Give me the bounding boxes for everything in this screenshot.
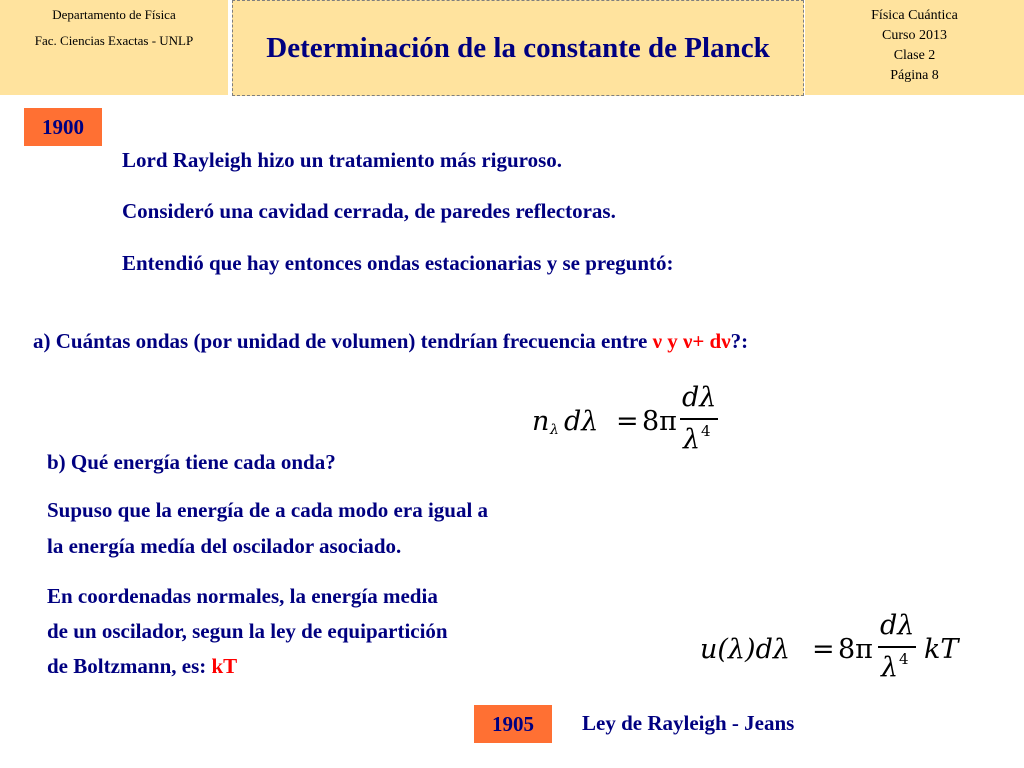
coord-line-1: En coordenadas normales, la energía media — [47, 584, 438, 608]
eq1-coefficient: 8π — [642, 406, 677, 437]
text-line-1: Lord Rayleigh hizo un tratamiento más riguroso. — [122, 148, 563, 172]
assumption-line-2: la energía medía del oscilador asociado. — [47, 534, 402, 558]
eq1-exponent: 4 — [701, 422, 711, 440]
eq2-lhs: u(λ)dλ — [700, 634, 790, 665]
equation-mode-density — [532, 380, 732, 465]
header-left — [0, 0, 228, 95]
question-a — [33, 329, 748, 354]
eq1-n: n — [532, 406, 550, 437]
slide-title: Determinación de la constante de Planck — [266, 31, 770, 64]
page-label: Página 8 — [890, 68, 939, 83]
eq1-fraction-bar — [680, 418, 718, 420]
year-label: Curso 2013 — [882, 28, 947, 43]
eq1-equals: = — [616, 406, 639, 437]
class-label: Clase 2 — [893, 48, 936, 63]
eq2-fraction-bar — [878, 646, 916, 648]
question-a-highlight: ν y ν+ dν — [652, 329, 731, 353]
eq1-denominator: λ — [683, 424, 701, 455]
year-badge-1905: 1905 — [474, 705, 552, 743]
faculty-label: Fac. Ciencias Exactas - UNLP — [34, 33, 194, 48]
header-right — [805, 0, 1024, 95]
coord-line-3 — [47, 654, 237, 679]
slide-title-box — [232, 0, 804, 96]
eq1-dlambda: dλ — [564, 406, 599, 437]
eq1-numerator: dλ — [682, 382, 717, 413]
assumption-line-1: Supuso que la energía de a cada modo era igual a — [47, 498, 489, 522]
eq2-numerator: dλ — [880, 610, 915, 641]
coord-line-2: de un oscilador, segun la ley de equipartición — [47, 619, 448, 643]
text-line-2: Consideró una cavidad cerrada, de paredes reflectoras. — [122, 199, 616, 223]
question-b: b) Qué energía tiene cada onda? — [47, 450, 336, 474]
eq2-rhs: kT — [924, 634, 959, 665]
question-a-end: ?: — [730, 329, 749, 353]
course-label: Física Cuántica — [871, 8, 958, 23]
department-label: Departamento de Física — [52, 7, 176, 22]
text-line-3: Entendió que hay entonces ondas estacionarias y se preguntó: — [122, 251, 674, 275]
year-badge-1900: 1900 — [24, 108, 102, 146]
eq1-subscript: λ — [550, 422, 559, 438]
coord-line-3-text: de Boltzmann, es: — [47, 654, 212, 678]
eq2-denominator: λ — [881, 652, 899, 683]
question-a-text: a) Cuántas ondas (por unidad de volumen) tendrían frecuencia entre — [33, 329, 653, 353]
kt-highlight: kT — [211, 654, 238, 678]
eq2-exponent: 4 — [899, 650, 909, 668]
eq2-coefficient: 8π — [838, 634, 873, 665]
equation-rayleigh-jeans — [700, 606, 1000, 696]
law-name: Ley de Rayleigh - Jeans — [582, 711, 795, 735]
eq2-equals: = — [812, 634, 835, 665]
